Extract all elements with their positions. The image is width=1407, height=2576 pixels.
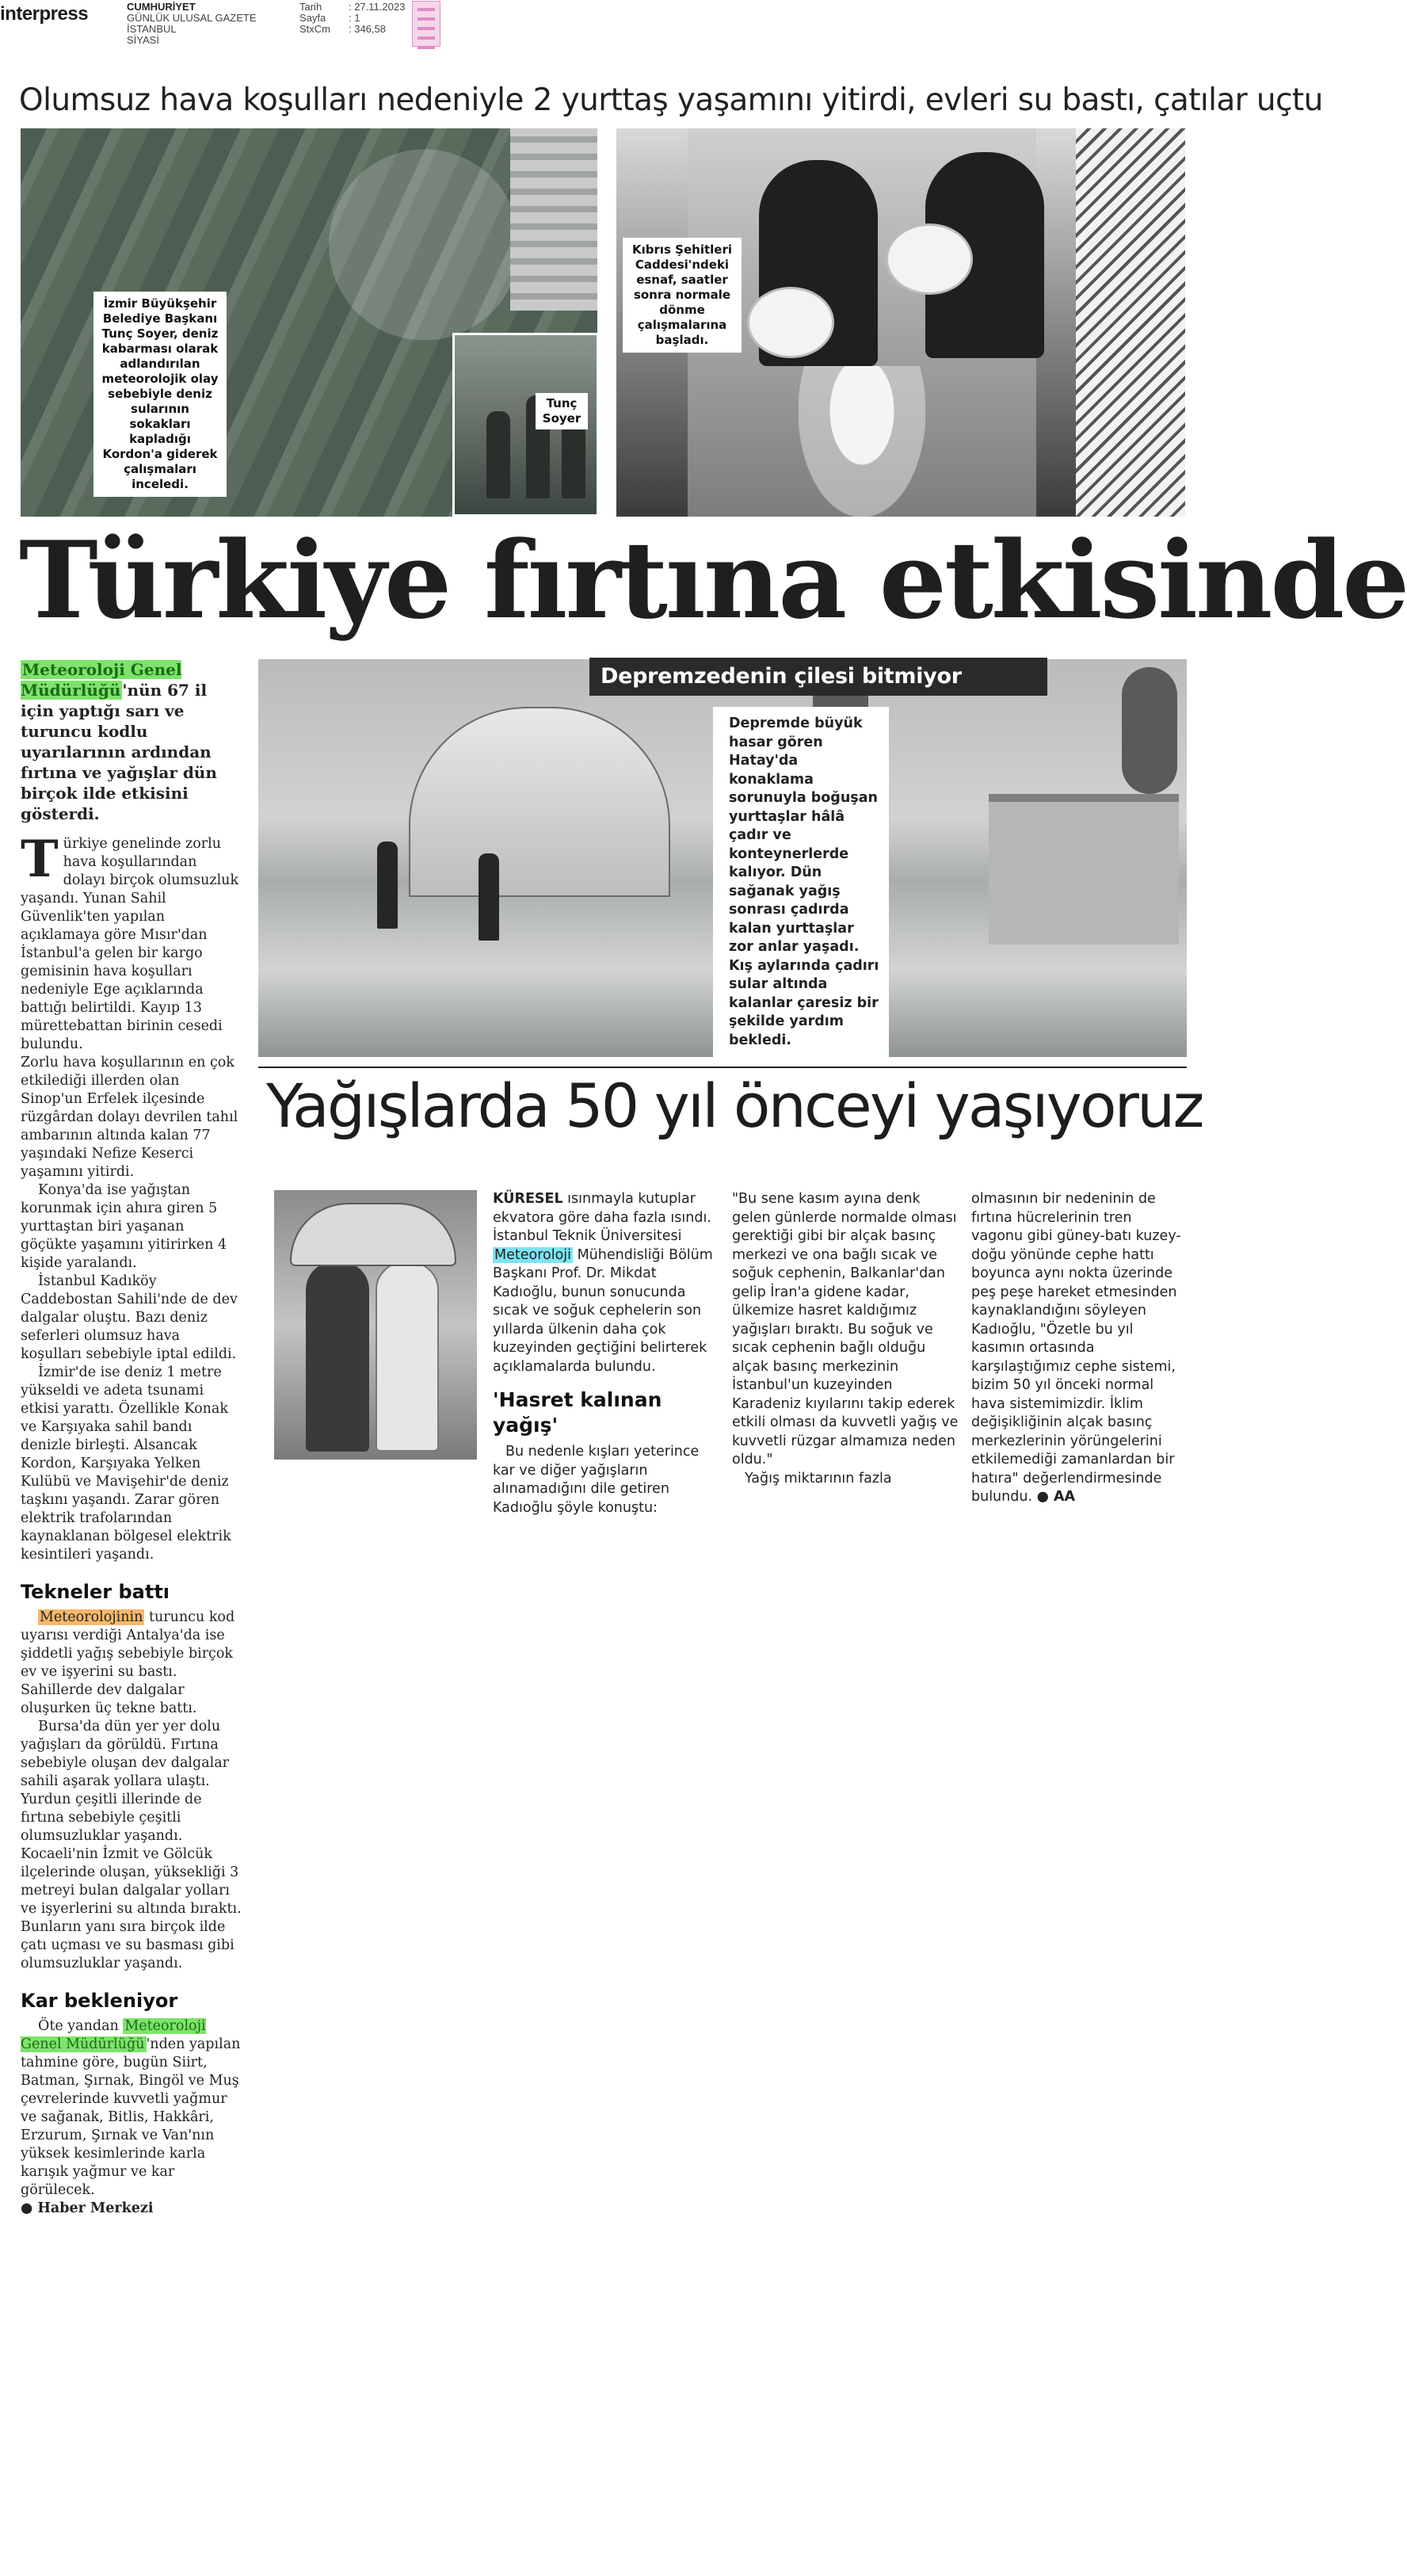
subheading-boats: Tekneler battı — [21, 1581, 170, 1603]
earthquake-banner: Depremzedenin çilesi bitmiyor — [589, 658, 1047, 696]
paragraph: İstanbul Kadıköy Caddebostan Sahili'nde de dev dalgalar oluştu. Bazı deniz seferleri olumsuz hava koşulları sebebiyle iptal edildi. — [21, 1273, 238, 1362]
article2-column-1 — [493, 1190, 719, 1517]
byline: ● AA — [1036, 1489, 1076, 1505]
meta-row-size: StxCm : 346,58 — [299, 23, 386, 35]
shop-photo — [616, 128, 1185, 517]
paragraph: Meteorolojinin turuncu kod uyarısı verdiği Antalya'da ise şiddetli yağış sebebiyle birçok ev ve işyerini su bastı. Sahillerde dev dalgalar oluşurken üç tekne battı. — [21, 1609, 235, 1716]
shop-caption: Kıbrıs Şehitleri Caddesi'ndeki esnaf, saatler sonra normale dönme çalışmalarına başladı. — [623, 238, 742, 353]
flood-photo — [21, 128, 597, 517]
paragraph: Zorlu hava koşullarının en çok etkilediği illerden olan Sinop'un Erfelek ilçesinde rüzgârdan dolayı devrilen tahıl ambarının altında kalan 77 yaşındaki Nefize Keserci yaşamını yitirdi. — [21, 1055, 238, 1180]
byline: ● Haber Merkezi — [21, 2200, 154, 2216]
paragraph: "Bu sene kasım ayına denk gelen günlerde normalde olması gerektiği gibi bir alçak basınç merkezi ve ona bağlı sıcak ve soğuk cephenin, Balkanlar'dan gelip İran'a gidene kadar, ülkemize hasret kaldığımız yağışları bıraktı. Bu soğuk ve sıcak cephenin bağlı olduğu alçak basınç merkezinin İstanbul'un kuzeyinden Karadeniz kıyılarını takip ederek etkili olması da kuvvetli yağış ve kuvvetli rüzgar almamıza neden oldu." — [732, 1191, 959, 1467]
bucket-left — [747, 287, 834, 358]
clipping-meta — [299, 2, 405, 35]
umbrella-photo — [274, 1190, 477, 1460]
page-thumbnail[interactable] — [412, 1, 440, 47]
publication-type: GÜNLÜK ULUSAL GAZETE — [127, 12, 257, 24]
top-headline: Olumsuz hava koşulları nedeniyle 2 yurttaş yaşamını yitirdi, evleri su bastı, çatılar uçtu — [19, 82, 1323, 118]
flood-caption: İzmir Büyükşehir Belediye Başkanı Tunç Soyer, deniz kabarması olarak adlandırılan meteorolojik olay sebebiyle deniz sularının sokakları kapladığı Kordon'a giderek çalışmaları inceledi. — [93, 292, 227, 497]
paragraph: İzmir'de ise deniz 1 metre yükseldi ve adeta tsunami etkisi yarattı. Özellikle Konak ve Karşıyaka sahil bandı denizle birleşti. Alsancak Kordon, Karşıyaka Yelken Kulübü ve Mavişehir'de deniz taşkını yaşandı. Zarar gören elektrik trafolarından kaynaklanan bölgesel elektrik kesintileri yaşandı. — [21, 1364, 231, 1563]
interpress-logo: interpress — [0, 3, 89, 25]
earthquake-caption: Depremde büyük hasar gören Hatay'da konaklama sorunuyla boğuşan yurttaşlar hâlâ çadır ve konteynerlerde kalıyor. Dün sağanak yağış sonrası çadırda kalan yurttaşlar zor anlar yaşadı. Kış aylarında çadırı sular altında kalanlar çaresiz bir şekilde yardım bekledi. — [713, 707, 889, 1057]
article-body — [21, 830, 242, 2218]
publication-name: CUMHURİYET — [127, 1, 196, 13]
paragraph: Öte yandan Meteoroloji Genel Müdürlüğü 'nden yapılan tahmine göre, bugün Siirt, Batman, Şırnak, Bingöl ve Muş çevrelerinde kuvvetli yağmur ve sağanak, Bitlis, Hakkâri, Erzurum, Şırnak ve Van'nın yüksek kesimlerinde karla karışık yağmur ve kar görülecek. — [21, 2018, 241, 2198]
paragraph: Bursa'da dün yer yer dolu yağışları da görüldü. Fırtına sebebiyle oluşan dev dalgalar sahili aşarak yollara ulaştı. Yurdun çeşitli illerinde de fırtına sebebiyle çeşitli olumsuzluklar yaşandı. Kocaeli'nin İzmit ve Gölcük ilçelerinde oluşan, yüksekliği 3 metreyi bulan dalgalar yolları ve işyerlerini su altında bıraktı. Bunların yanı sıra birçok ilde çatı uçması ve su basması gibi olumsuzluklar yaşandı. — [21, 1719, 242, 1971]
paragraph: olmasının bir nedeninin de fırtına hücrelerinin tren vagonu gibi güney-batı kuzey-doğu yönünde cephe hattı boyunca aynı nokta üzerinde peş peşe hareket etmesinden kaynaklandığını söyleyen Kadıoğlu, "Özetle bu yıl kasımın ortasında karşılaştığımız cephe sistemi, bizim 50 yıl önceki normal hava sistemimizdir. İklim değişikliğinin alçak basınç merkezlerinin yörüngelerini etkilemediği zamanlardan bir hatıra" değerlendirmesinde bulundu. ● AA — [971, 1191, 1181, 1505]
umbrella-shape — [290, 1203, 456, 1266]
publication-info — [127, 2, 257, 46]
paragraph: Türkiye genelinde zorlu hava koşullarından dolayı birçok olumsuzluk yaşandı. Yunan Sahil Güvenlik'ten yapılan açıklamaya göre Mısır'dan İstanbul'a gelen bir kargo gemisinin hava koşulları nedeniyle Ege açıklarında battığı belirtildi. Kayıp 13 mürettebattan birinin cesedi bulundu. — [21, 830, 239, 1052]
second-headline: Yağışlarda 50 yıl önceyi yaşıyoruz — [266, 1070, 1203, 1141]
bucket-right — [886, 223, 973, 295]
clipping-header — [0, 0, 1205, 49]
meta-row-page: Sayfa : 1 — [299, 12, 360, 24]
left-article-column — [21, 659, 242, 2218]
subheading-snow: Kar bekleniyor — [21, 1990, 178, 2012]
article2-column-3 — [971, 1190, 1187, 1507]
subheading-longed-rain: 'Hasret kalınan yağış' — [493, 1388, 662, 1437]
publication-section: SİYASİ — [127, 34, 159, 46]
paragraph: KÜRESEL ısınmayla kutuplar ekvatora göre daha fazla ısındı. İstanbul Teknik Üniversitesi Meteoroloji Mühendisliği Bölüm Başkanı Prof. Dr. Mikdat Kadıoğlu, bunun sonucunda sıcak ve soğuk cephelerin son yıllarda ülkenin daha çok kuzeyinden geçtiğini belirterek açıklamalarda bulundu. — [493, 1191, 713, 1375]
publication-city: İSTANBUL — [127, 23, 177, 35]
drop-cap: T — [21, 830, 59, 889]
article-lede: Meteoroloji Genel Müdürlüğü 'nün 67 il için yaptığı sarı ve turuncu kodlu uyarılarının ardından fırtına ve yağışlar dün birçok ilde etkisini gösterdi. — [21, 660, 217, 823]
meta-row-date: Tarih : 27.11.2023 — [299, 1, 406, 13]
main-headline: Türkiye fırtına etkisinde — [19, 517, 1407, 643]
inset-caption: Tunç Soyer — [536, 393, 588, 429]
article2-column-2 — [732, 1190, 960, 1488]
paragraph: Yağış miktarının fazla — [745, 1470, 892, 1486]
paragraph: Bu nedenle kışları yeterince kar ve diğer yağışların alınamadığını dile getiren Kadıoğlu şöyle konuştu: — [493, 1444, 700, 1516]
paragraph: Konya'da ise yağıştan korunmak için ahıra giren 5 yurttaştan biri yaşanan göçükte yaşamını yitirirken 4 kişide yaralandı. — [21, 1182, 227, 1271]
tent-shape — [409, 707, 670, 897]
building-shape — [510, 128, 597, 311]
